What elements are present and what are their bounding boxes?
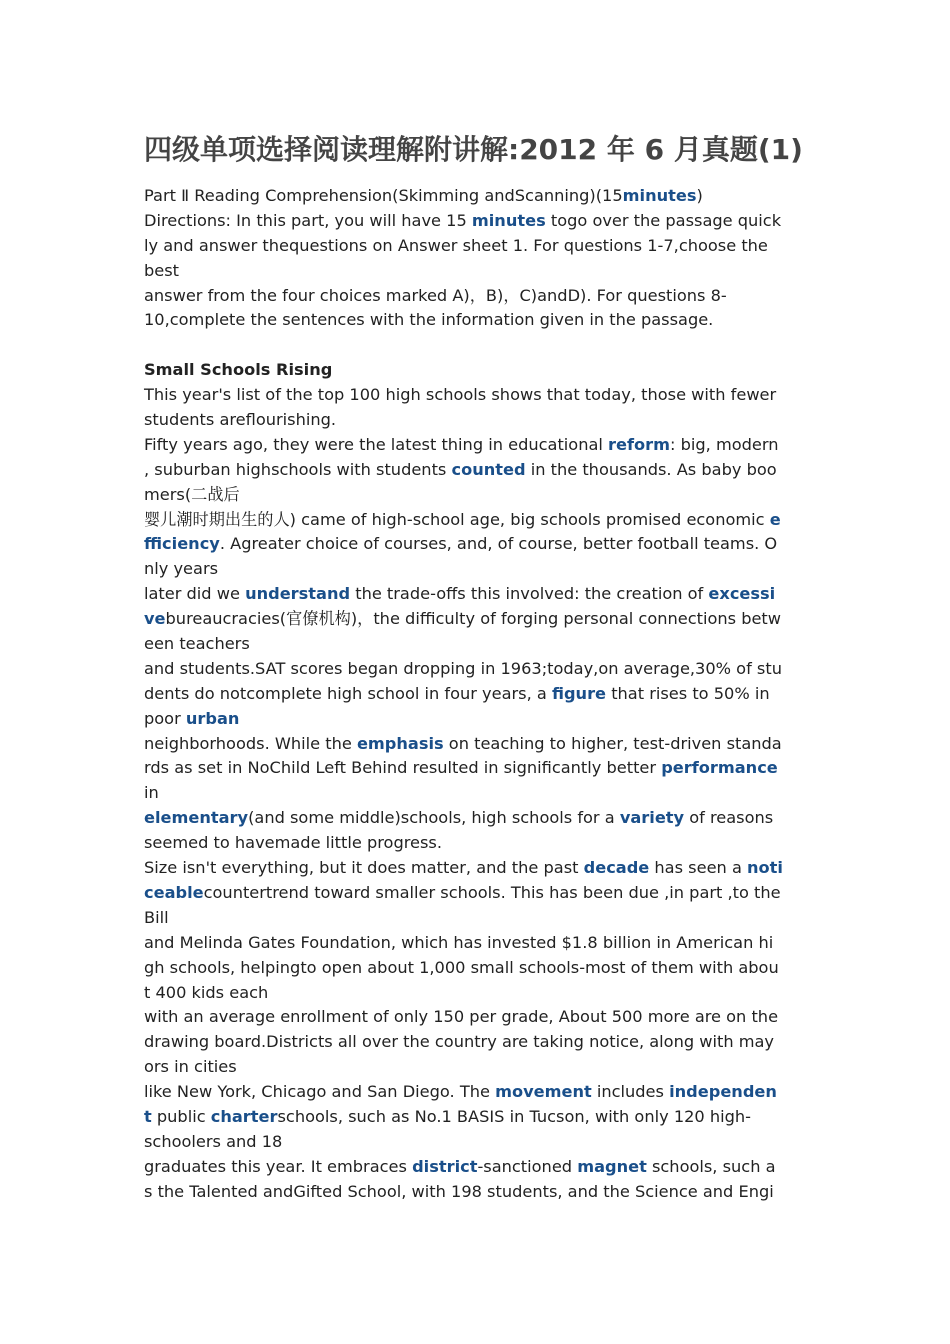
vocab-keyword: e <box>769 509 781 529</box>
text-line <box>144 856 824 881</box>
text-run: gh schools, helpingto open about 1,000 small schools-most of them with abou <box>144 957 779 977</box>
text-run: This year's list of the top 100 high schools shows that today, those with fewer <box>144 385 777 405</box>
text-run: 10,complete the sentences with the information given in the passage. <box>144 310 714 330</box>
vocab-keyword: noti <box>747 858 783 878</box>
text-line <box>144 408 824 433</box>
vocab-keyword: urban <box>185 708 240 728</box>
text-line <box>144 209 824 234</box>
text-run: public <box>151 1106 211 1126</box>
text-line <box>144 234 824 259</box>
text-run: ly and answer thequestions on Answer sheet 1. For questions 1-7,choose the <box>144 235 768 255</box>
vocab-keyword: t <box>144 1106 152 1126</box>
text-run: has seen a <box>649 858 748 878</box>
vocab-keyword: decade <box>583 858 650 878</box>
text-run: nly years <box>144 559 219 579</box>
text-line <box>144 1005 824 1030</box>
vocab-keyword: district <box>412 1156 478 1176</box>
text-line <box>144 433 824 458</box>
text-line <box>144 1030 824 1055</box>
vocab-keyword: ve <box>144 609 166 629</box>
text-line <box>144 906 824 931</box>
text-line <box>144 931 824 956</box>
text-run: -sanctioned <box>477 1156 578 1176</box>
vocab-keyword: reform <box>608 434 671 454</box>
vocab-keyword: minutes <box>622 186 697 205</box>
text-run: Size isn't everything, but it does matter, and the past <box>144 858 584 878</box>
text-line <box>144 756 824 781</box>
text-run: that rises to 50% in <box>606 683 770 703</box>
text-line <box>144 259 824 284</box>
text-run: Bill <box>144 907 169 927</box>
text-run: schoolers and 18 <box>144 1131 283 1151</box>
text-line <box>144 483 824 508</box>
text-run: the trade-offs this involved: the creation of <box>350 584 709 604</box>
text-line <box>144 956 824 981</box>
text-line <box>144 1155 824 1180</box>
text-run: Directions: In this part, you will have 15 <box>144 210 472 230</box>
text-line <box>144 358 824 383</box>
text-run: includes <box>591 1082 670 1102</box>
text-line <box>144 1055 824 1080</box>
text-run: countertrend toward smaller schools. This has been due ,in part ,to the <box>203 882 781 902</box>
text-line <box>144 557 824 582</box>
text-run: students areflourishing. <box>144 410 337 430</box>
text-run: Fifty years ago, they were the latest thing in educational <box>144 434 609 454</box>
text-line <box>144 508 824 533</box>
text-run: schools, such as No.1 BASIS in Tucson, with only 120 high- <box>277 1106 751 1126</box>
text-line <box>144 284 824 309</box>
text-line <box>144 1080 824 1105</box>
vocab-keyword: independen <box>669 1082 777 1102</box>
text-line <box>144 831 824 856</box>
text-line <box>144 632 824 657</box>
text-run: with an average enrollment of only 150 per grade, About 500 more are on the <box>144 1007 779 1027</box>
document-body <box>144 184 824 1205</box>
text-run: schools, such a <box>646 1156 776 1176</box>
text-run: (and some middle)schools, high schools for a <box>248 808 620 828</box>
text-run: on teaching to higher, test-driven standa <box>443 733 782 753</box>
text-line <box>144 383 824 408</box>
text-run: Part Ⅱ Reading Comprehension(Skimming andScanning)(15 <box>144 186 623 205</box>
text-run: een teachers <box>144 634 250 654</box>
text-run: in <box>144 783 159 803</box>
text-run: answer from the four choices marked A)，B)，C)andD). For questions 8- <box>144 285 727 305</box>
text-run: poor <box>144 708 186 728</box>
text-run: best <box>144 260 180 280</box>
vocab-keyword: charter <box>210 1106 278 1126</box>
text-line <box>144 1180 824 1205</box>
vocab-keyword: movement <box>495 1082 592 1102</box>
vocab-keyword: variety <box>619 808 685 828</box>
text-line <box>144 532 824 557</box>
text-run: later did we <box>144 584 246 604</box>
blank-line <box>144 333 824 358</box>
text-line <box>144 184 824 209</box>
text-line <box>144 1105 824 1130</box>
vocab-keyword: fficiency <box>144 534 220 554</box>
text-run: in the thousands. As baby boo <box>525 459 777 479</box>
text-line <box>144 1130 824 1155</box>
text-run: t 400 kids each <box>144 982 269 1002</box>
text-run: mers(二战后 <box>144 484 240 504</box>
text-run: ors in cities <box>144 1057 237 1077</box>
vocab-keyword: understand <box>245 584 351 604</box>
text-run: and students.SAT scores began dropping in 1963;today,on average,30% of stu <box>144 658 782 678</box>
text-line <box>144 707 824 732</box>
text-run: , suburban highschools with students <box>144 459 452 479</box>
text-line <box>144 781 824 806</box>
text-run: s the Talented andGifted School, with 198 students, and the Science and Engi <box>144 1181 774 1201</box>
text-run: rds as set in NoChild Left Behind resulted in significantly better <box>144 758 662 778</box>
text-run: : big, modern <box>670 434 779 454</box>
passage-heading: Small Schools Rising <box>144 360 333 380</box>
text-run: neighborhoods. While the <box>144 733 357 753</box>
text-line <box>144 981 824 1006</box>
text-run: bureaucracies(官僚机构)，the difficulty of forging personal connections betw <box>165 609 782 629</box>
vocab-keyword: magnet <box>577 1156 647 1176</box>
text-line <box>144 607 824 632</box>
text-line <box>144 458 824 483</box>
text-line <box>144 657 824 682</box>
text-run: drawing board.Districts all over the country are taking notice, along with may <box>144 1032 774 1052</box>
text-line <box>144 682 824 707</box>
vocab-keyword: minutes <box>471 210 546 230</box>
vocab-keyword: emphasis <box>356 733 444 753</box>
text-run: of reasons <box>684 808 774 828</box>
vocab-keyword: elementary <box>144 808 249 828</box>
document-title: 四级单项选择阅读理解附讲解:2012 年 6 月真题(1) <box>144 133 803 166</box>
text-line <box>144 732 824 757</box>
vocab-keyword: ceable <box>144 882 204 902</box>
text-run: ) <box>696 186 703 205</box>
text-run: togo over the passage quick <box>545 210 782 230</box>
text-run: and Melinda Gates Foundation, which has invested $1.8 billion in American hi <box>144 932 774 952</box>
text-line <box>144 582 824 607</box>
vocab-keyword: performance <box>661 758 778 778</box>
vocab-keyword: counted <box>451 459 526 479</box>
text-line <box>144 806 824 831</box>
text-line <box>144 308 824 333</box>
text-line <box>144 881 824 906</box>
vocab-keyword: figure <box>551 683 607 703</box>
text-run: dents do notcomplete high school in four years, a <box>144 683 552 703</box>
text-run: like New York, Chicago and San Diego. The <box>144 1082 496 1102</box>
vocab-keyword: excessi <box>708 584 776 604</box>
text-run: 婴儿潮时期出生的人) came of high-school age, big schools promised economic <box>144 509 770 529</box>
text-run: seemed to havemade little progress. <box>144 833 442 853</box>
text-run: graduates this year. It embraces <box>144 1156 413 1176</box>
text-run: . Agreater choice of courses, and, of course, better football teams. O <box>219 534 778 554</box>
